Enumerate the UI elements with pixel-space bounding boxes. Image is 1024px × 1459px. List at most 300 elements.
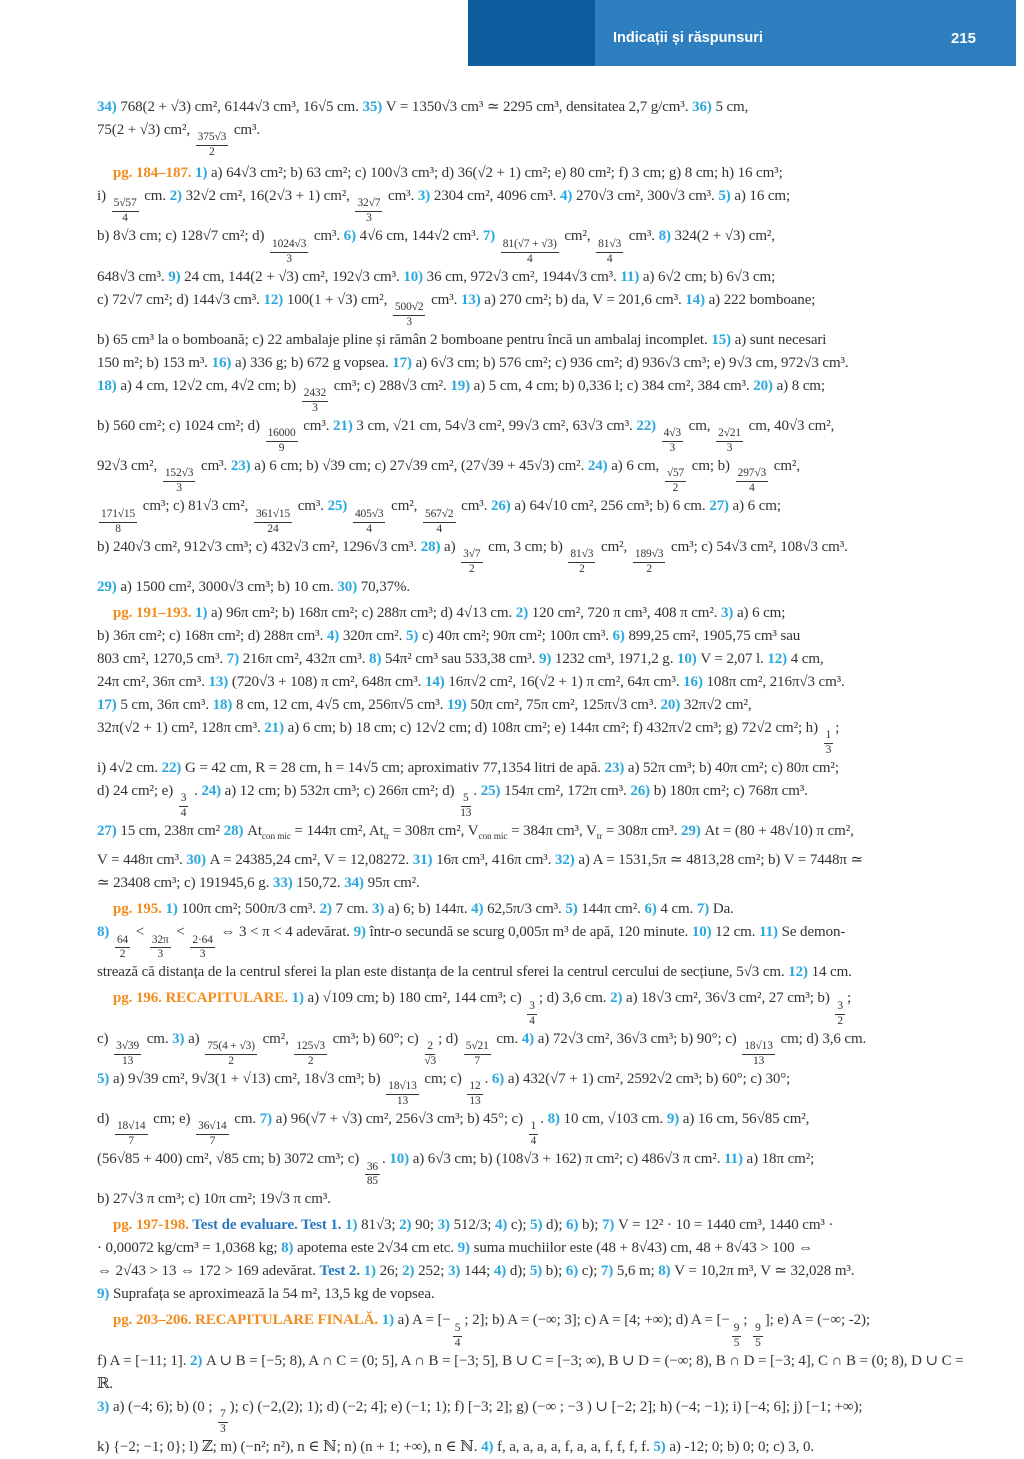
problem-number: 23) [230, 458, 255, 475]
answer-text: 81√3; [361, 1217, 400, 1234]
answer-text: cm. [140, 188, 170, 205]
answer-text: cm², [258, 1030, 293, 1047]
answer-text: V = 10,2π m³, V ≃ 32,028 m³. [674, 1263, 855, 1280]
answer-text: a) 18π cm²; [746, 1151, 815, 1168]
answer-text: a) 6 cm; b) 18 cm; c) 12√2 cm; d) 108π cm²; e) 144π cm²; f) 432π√2 cm³; g) 72√2 cm²; h) [287, 719, 822, 736]
problem-number: 24) [587, 458, 612, 475]
fraction: $\frac{5}{4}$ [454, 1321, 461, 1349]
problem-number: 6) [612, 627, 629, 644]
answer-text: Suprafața se aproximează la 54 m², 13,5 kg de vopsea. [112, 1286, 435, 1303]
answer-text: ); c) (−2,(2); 1); d) (−2; 4]; e) (−1; 1); f) [−3; 2]; g) (−∞ ; −3 ) ∪ [−2; 2]; h) (−4; −1); i) [−4; 6]; j) [−1; +∞); [229, 1398, 863, 1415]
answer-text: cm. [230, 1111, 260, 1128]
section-start-line [97, 987, 967, 1027]
answers-content [97, 96, 967, 1459]
fraction: $\frac{567√2}{4}$ [424, 507, 454, 535]
fraction: $\frac{32√7}{3}$ [357, 197, 381, 225]
answer-text: = 308π cm², V [389, 823, 479, 840]
problem-number: 34) [97, 99, 121, 115]
problem-number: 22) [161, 760, 185, 777]
problem-number: 5) [405, 627, 422, 644]
problem-number: 6) [566, 1217, 582, 1234]
answer-text: b) 180π cm²; c) 768π cm³. [653, 783, 808, 800]
fraction: $\frac{152√3}{3}$ [164, 467, 194, 495]
answer-text: a) 6 cm; [732, 498, 781, 515]
section-heading: Test de evaluare. Test 1. [192, 1217, 346, 1234]
problem-number: 5) [653, 1438, 670, 1455]
answer-text: 2304 cm², 4096 cm³. [433, 188, 560, 205]
fraction: $\frac{36}{85}$ [366, 1160, 379, 1188]
answer-text: a) 9√39 cm², 9√3(1 + √13) cm², 18√3 cm³; b) [112, 1070, 385, 1087]
problem-number: 13) [460, 291, 485, 308]
answer-text: 75(2 + √3) cm², [97, 122, 194, 138]
problem-number: 5) [718, 188, 735, 205]
problem-number: 30) [337, 578, 361, 595]
text-line [97, 820, 967, 849]
answer-text: G = 42 cm, R = 28 cm, h = 14√5 cm; aproximativ 77,1354 litri de apă. [184, 760, 605, 777]
problem-number: 9) [538, 650, 555, 667]
problem-number: 3) [372, 901, 388, 918]
fraction: $\frac{405√3}{4}$ [354, 507, 384, 535]
answer-text: 108π cm², 216π√3 cm³. [706, 673, 845, 690]
answer-text: (720√3 + 108) π cm², 648π cm³. [231, 673, 425, 690]
problem-number: 9) [168, 268, 185, 285]
text-line [97, 671, 967, 694]
text-line [97, 921, 967, 961]
answer-text: k) {−2; −1; 0}; l) ℤ; m) (−n²; n²), n ∈ ℕ; n) (n + 1; +∞), n ∈ ℕ. [97, 1438, 482, 1455]
problem-number: 10) [389, 1151, 413, 1168]
answer-text: a) 18√3 cm², 36√3 cm², 27 cm³; b) [626, 990, 834, 1007]
answer-text: 50π cm², 75π cm², 125π√3 cm³. [470, 696, 661, 713]
answer-text: cm; d) 3,6 cm. [776, 1030, 867, 1047]
text-line [97, 1108, 967, 1148]
fraction: $\frac{3√39}{13}$ [116, 1039, 140, 1067]
problem-number: 3) [721, 604, 737, 621]
answer-text: A ∪ B = [−5; 8), A ∩ C = (0; 5], A ∩ B = [−3; 5], B ∪ C = [−3; ∞), B ∪ D = (−∞; 8), B ∩ D = [−3; 4], C ∩ B = (0; 8), D ∪ C = ℝ. [97, 1352, 964, 1392]
answer-text: 16π√2 cm², 16(√2 + 1) π cm², 64π cm³. [448, 673, 684, 690]
text-line [97, 352, 967, 375]
problem-number: 12) [263, 291, 287, 308]
problem-number: 24) [201, 783, 225, 800]
fraction: $\frac{9}{5}$ [733, 1321, 740, 1349]
answer-text: c) 72√7 cm²; d) 144√3 cm³. [97, 291, 264, 308]
problem-number: 28) [223, 823, 248, 840]
answer-text: 12 cm. [715, 924, 760, 941]
problem-number: 4) [471, 901, 488, 918]
answer-text: cm; e) [149, 1111, 195, 1128]
answer-text: a) 64√3 cm²; b) 63 cm²; c) 100√3 cm³; d) 36(√2 + 1) cm²; e) 80 cm²; f) 3 cm; g) 8 cm; h) 16 cm³; [211, 165, 783, 182]
answer-text: A = 24385,24 cm², V = 12,08272. [209, 852, 413, 869]
answer-text: a) 6 cm; b) √39 cm; c) 27√39 cm², (27√39 + 45√3) cm². [254, 458, 588, 475]
fraction: $\frac{81√3}{2}$ [570, 547, 594, 575]
answer-text: 70,37%. [360, 578, 411, 595]
fraction: $\frac{81√3}{4}$ [598, 237, 622, 265]
answer-text: a) 1500 cm², 3000√3 cm³; b) 10 cm. [120, 578, 338, 595]
answer-text: . [190, 783, 202, 800]
answer-text: cm, 40√3 cm², [745, 418, 835, 435]
problem-number: 27) [709, 498, 733, 515]
problem-number: 17) [392, 354, 416, 371]
problem-number: 1) [291, 990, 308, 1007]
subscript: con mic [478, 832, 508, 843]
page-heading: pg. 184–187. [113, 165, 196, 182]
fraction: $\frac{3√7}{2}$ [463, 547, 481, 575]
answer-text: b); [582, 1217, 603, 1234]
problem-number: 16) [683, 673, 707, 690]
answer-text: suma muchiilor este (48 + 8√43) cm, 48 + 8√43 > 100 ⇔ [473, 1240, 814, 1257]
text-line [97, 1283, 967, 1306]
answer-text: V = 2,07 l. [700, 650, 768, 667]
answer-text: 144; [463, 1263, 494, 1280]
fraction: $\frac{12}{13}$ [469, 1080, 481, 1108]
problem-number: 5) [529, 1263, 546, 1280]
problem-number: 7) [602, 1217, 618, 1234]
text-line [97, 96, 967, 119]
answer-text: 100π cm²; 500π/3 cm³. [181, 901, 320, 918]
answer-text: a) 6; b) 144π. [387, 901, 472, 918]
answer-text: 8 cm, 12 cm, 4√5 cm, 256π√5 cm³. [235, 696, 447, 713]
answer-text: 15 cm, 238π cm² [120, 823, 224, 840]
problem-number: 5) [565, 901, 582, 918]
problem-number: 28) [420, 538, 445, 555]
answer-text: a) 6√3 cm; b) 576 cm²; c) 936 cm²; d) 936√3 cm³; e) 9√3 cm, 972√3 cm³. [415, 354, 849, 371]
problem-number: 29) [97, 578, 121, 595]
answer-text: d); [546, 1217, 567, 1234]
problem-number: 14) [424, 673, 449, 690]
problem-number: 18) [212, 696, 236, 713]
answer-text: 26; [379, 1263, 403, 1280]
answer-text: 252; [418, 1263, 448, 1280]
answer-text: cm³; c) 288√3 cm². [330, 377, 451, 394]
answer-text: (56√85 + 400) cm², √85 cm; b) 3072 cm³; c) [97, 1151, 363, 1168]
answer-text: cm³; c) 54√3 cm², 108√3 cm³. [667, 538, 848, 555]
problem-number: 1) [195, 165, 211, 182]
answer-text: 90; [415, 1217, 438, 1234]
problem-number: 1) [381, 1312, 398, 1329]
problem-number: 11) [620, 268, 643, 285]
problem-number: 7) [696, 901, 713, 918]
answer-text: cm, [685, 418, 715, 435]
answer-text: b) 27√3 π cm³; c) 10π cm²; 19√3 π cm³. [97, 1191, 331, 1208]
problem-number: 21) [333, 418, 357, 435]
problem-number: 1) [363, 1263, 380, 1280]
answer-text: cm², [387, 498, 421, 515]
answer-text: a) 96π cm²; b) 168π cm²; c) 288π cm³; d) 4√13 cm. [211, 604, 516, 621]
problem-number: 31) [412, 852, 437, 869]
answer-text: f) A = [−11; 1]. [97, 1352, 190, 1369]
fraction: $\frac{81(√7 + √3)}{4}$ [502, 237, 557, 265]
problem-number: 6) [565, 1263, 582, 1280]
fraction: $\frac{2\cdot 64}{3}$ [192, 933, 213, 961]
text-line [97, 576, 967, 599]
text-line [97, 849, 967, 872]
problem-number: 4) [326, 627, 343, 644]
section-start-line [97, 602, 967, 625]
page-heading: pg. 195. [113, 901, 166, 918]
fraction: $\frac{5√57}{4}$ [113, 197, 137, 225]
answer-text: a) 270 cm²; b) da, V = 201,6 cm³. [484, 291, 686, 308]
problem-number: 3) [172, 1030, 189, 1047]
fraction: $\frac{189√3}{2}$ [634, 547, 664, 575]
problem-number: 33) [272, 875, 297, 892]
answer-text: ; 2]; b) A = (−∞; 3]; c) A = [4; +∞); d) A = [− [464, 1312, 730, 1329]
answer-text: a) (−4; 6); b) (0 ; [112, 1398, 217, 1415]
problem-number: 9) [353, 924, 370, 941]
text-line [97, 536, 967, 576]
fraction: $\frac{2}{√3}$ [424, 1039, 437, 1067]
text-line [97, 1188, 967, 1211]
answer-text: Da. [712, 901, 734, 918]
problem-number: 19) [447, 696, 471, 713]
answer-text: ]; e) A = (−∞; -2); [764, 1312, 870, 1329]
answer-text: 899,25 cm², 1905,75 cm³ sau [628, 627, 801, 644]
problem-number: 1) [345, 1217, 362, 1234]
problem-number: 9) [97, 1286, 113, 1303]
problem-number: 8) [658, 228, 675, 245]
problem-number: 2) [610, 990, 627, 1007]
answer-text: = 144π cm², At [290, 823, 384, 840]
problem-number: 2) [190, 1352, 206, 1369]
problem-number: 8) [281, 1240, 298, 1257]
answer-text: b) 8√3 cm; c) 128√7 cm²; d) [97, 228, 269, 245]
problem-number: 25) [327, 498, 351, 515]
answer-text: b) 65 cm³ la o bomboană; c) 22 ambalaje pline și rămân 2 bomboane pentru încă un ambalaj incomplet. [97, 331, 712, 348]
problem-number: 8) [547, 1111, 564, 1128]
problem-number: 12) [788, 964, 812, 981]
answer-text: < [132, 924, 148, 941]
answer-text: 803 cm², 1270,5 cm³. [97, 650, 227, 667]
answer-text: c) [97, 1030, 113, 1047]
section-start-line [97, 898, 967, 921]
fraction: $\frac{2432}{3}$ [303, 387, 327, 415]
text-line [97, 872, 967, 895]
problem-number: 5) [530, 1217, 547, 1234]
problem-number: 15) [711, 331, 735, 348]
answer-text: 150 m²; b) 153 m³. [97, 354, 212, 371]
answer-text: c); [581, 1263, 601, 1280]
problem-number: 17) [97, 696, 121, 713]
problem-number: 8) [658, 1263, 675, 1280]
text-line [97, 1068, 967, 1108]
subscript: tr [596, 832, 603, 843]
answer-text: cm. [492, 1030, 522, 1047]
answer-text: = 384π cm³, V [507, 823, 597, 840]
answer-text: cm³. [197, 458, 231, 475]
text-line [97, 119, 967, 159]
fraction: $\frac{√57}{2}$ [666, 467, 685, 495]
text-line [97, 1436, 967, 1459]
text-line [97, 289, 967, 329]
fraction: $\frac{3}{4}$ [180, 792, 187, 820]
problem-number: 16) [211, 354, 235, 371]
answer-text: 16π cm³, 416π cm³. [436, 852, 555, 869]
text-line [97, 415, 967, 455]
answer-text: 648√3 cm³. [97, 268, 169, 285]
answer-text: 4 cm, [790, 650, 824, 667]
answer-text: 324(2 + √3) cm², [674, 228, 775, 245]
answer-text: 54π² cm³ sau 533,38 cm³. [385, 650, 539, 667]
text-line [97, 1028, 967, 1068]
answer-text: a) 52π cm³; b) 40π cm²; c) 80π cm²; [627, 760, 839, 777]
fraction: $\frac{18√14}{7}$ [116, 1120, 146, 1148]
fraction: $\frac{9}{5}$ [755, 1321, 761, 1349]
problem-number: 4) [559, 188, 576, 205]
text-line [97, 961, 967, 984]
problem-number: 1) [195, 604, 211, 621]
answer-text: cm³. [294, 498, 328, 515]
text-line [97, 1350, 967, 1396]
problem-number: 26) [491, 498, 515, 515]
answer-text: ≃ 23408 cm³; c) 191945,6 g. [97, 875, 273, 892]
answer-text: 154π cm², 172π cm³. [504, 783, 631, 800]
problem-number: 3) [417, 188, 434, 205]
text-line [97, 375, 967, 415]
text-line [97, 185, 967, 225]
answer-text: cm³; b) 60°; c) [328, 1030, 423, 1047]
problem-number: 8) [369, 650, 385, 667]
page-header [468, 0, 1016, 66]
problem-number: 2) [399, 1217, 416, 1234]
problem-number: 25) [480, 783, 505, 800]
fraction: $\frac{125√3}{2}$ [296, 1039, 325, 1067]
page-heading: pg. 197-198. [113, 1217, 193, 1234]
answer-text: cm. [143, 1030, 173, 1047]
problem-number: 7) [600, 1263, 617, 1280]
answer-text: 24π cm², 36π cm³. [97, 673, 209, 690]
section-start-line [97, 1214, 967, 1237]
answer-text: . [484, 1070, 492, 1087]
problem-number: 6) [491, 1070, 508, 1087]
text-line [97, 625, 967, 648]
problem-number: 30) [186, 852, 210, 869]
answer-text: a) sunt necesari [734, 331, 827, 348]
answer-text: ; [835, 719, 840, 736]
fraction: $\frac{375√3}{2}$ [197, 131, 227, 159]
answer-text: a) 96(√7 + √3) cm², 256√3 cm³; b) 45°; c) [275, 1111, 527, 1128]
page-heading: pg. 203–206. RECAPITULARE FINALĂ. [113, 1312, 382, 1329]
subscript: tr [383, 832, 390, 843]
problem-number: 18) [97, 377, 121, 394]
problem-number: 4) [481, 1438, 498, 1455]
fraction: $\frac{64}{2}$ [116, 933, 129, 961]
problem-number: 19) [450, 377, 474, 394]
answer-text: c) 40π cm²; 90π cm²; 100π cm³. [421, 627, 613, 644]
answer-text: 4 cm. [660, 901, 697, 918]
text-line [97, 757, 967, 780]
answer-text: 3 cm, √21 cm, 54√3 cm², 99√3 cm², 63√3 cm³. [356, 418, 637, 435]
answer-text: 32π√2 cm², [683, 696, 752, 713]
answer-text: cm; c) [420, 1070, 466, 1087]
text-line [97, 225, 967, 265]
text-line [97, 266, 967, 289]
answer-text: cm³. [384, 188, 418, 205]
answer-text: d); [509, 1263, 530, 1280]
problem-number: 8) [97, 924, 113, 941]
answer-text: într-o secundă se scurg 0,005π m³ de apă, 120 minute. [369, 924, 692, 941]
answer-text: cm², [560, 228, 595, 245]
answer-text: b) 240√3 cm², 912√3 cm³; c) 432√3 cm², 1296√3 cm³. [97, 538, 421, 555]
answer-text: f, a, a, a, a, f, a, a, f, f, f, f. [497, 1438, 654, 1455]
page-heading: pg. 191–193. [113, 604, 196, 621]
fraction: $\frac{32\pi}{3}$ [151, 933, 169, 961]
answer-text: a) √109 cm; b) 180 cm², 144 cm³; c) [307, 990, 526, 1007]
answer-text: cm³. [299, 418, 334, 435]
answer-text: cm², [597, 538, 631, 555]
answer-text: 100(1 + √3) cm², [286, 291, 391, 308]
answer-text: b); [545, 1263, 566, 1280]
problem-number: 32) [555, 852, 579, 869]
text-line [97, 1260, 967, 1283]
answer-text: strează că distanța de la centrul sferei la plan este distanța de la centrul sferei la centrul cercului de secțiune, 5√3 cm. [97, 964, 789, 981]
answer-text: 7 cm. [335, 901, 373, 918]
answer-text: cm³. [457, 498, 491, 515]
answer-text: cm; b) [688, 458, 734, 475]
answer-text: ⇔ 3 < π < 4 adevărat. [216, 924, 354, 941]
answer-text: Se demon- [781, 924, 846, 941]
problem-number: 27) [97, 823, 121, 840]
problem-number: 10) [691, 924, 716, 941]
section-start-line [97, 1309, 967, 1349]
fraction: $\frac{1}{4}$ [530, 1120, 537, 1148]
fraction: $\frac{2√21}{3}$ [718, 427, 742, 455]
answer-text: cm³. [310, 228, 344, 245]
text-line [97, 1148, 967, 1188]
answer-text: a) [188, 1030, 204, 1047]
problem-number: 11) [759, 924, 782, 941]
problem-number: 7) [482, 228, 499, 245]
problem-number: 6) [343, 228, 360, 245]
answer-text: cm³. [427, 291, 461, 308]
fraction: $\frac{75(4 + √3)}{2}$ [207, 1039, 255, 1067]
text-line [97, 694, 967, 717]
problem-number: 10) [677, 650, 701, 667]
answer-text: cm², [770, 458, 800, 475]
answer-text: 10 cm, √103 cm. [563, 1111, 667, 1128]
answer-text: ; [847, 990, 852, 1007]
answer-text: 62,5π/3 cm³. [487, 901, 566, 918]
answer-text: b) 36π cm²; c) 168π cm²; d) 288π cm³. [97, 627, 327, 644]
answer-text: 144π cm². [581, 901, 645, 918]
problem-number: 26) [630, 783, 654, 800]
fraction: $\frac{171√15}{8}$ [101, 507, 136, 535]
answer-text: a) 72√3 cm², 36√3 cm³; b) 90°; c) [537, 1030, 741, 1047]
answer-text: a) 6 cm, [611, 458, 663, 475]
answer-text: 95π cm². [367, 875, 420, 892]
fraction: $\frac{3}{2}$ [837, 999, 843, 1027]
answer-text: 768(2 + √3) cm², 6144√3 cm³, 16√5 cm. [120, 99, 363, 115]
fraction: $\frac{7}{3}$ [220, 1407, 226, 1435]
text-line [97, 717, 967, 757]
problem-number: 36) [692, 99, 716, 115]
text-line [97, 1396, 967, 1436]
fraction: $\frac{1}{3}$ [825, 729, 832, 757]
answer-text: 216π cm², 432π cm³. [242, 650, 370, 667]
problem-number: 21) [264, 719, 288, 736]
answer-text: 5 cm, 36π cm³. [120, 696, 213, 713]
problem-number: 23) [604, 760, 628, 777]
answer-text: a) 16 cm, 56√85 cm², [682, 1111, 810, 1128]
problem-number: 22) [636, 418, 660, 435]
problem-number: 13) [208, 673, 232, 690]
answer-text: . [473, 783, 481, 800]
answer-text: a) [444, 538, 460, 555]
fraction: $\frac{297√3}{4}$ [737, 467, 767, 495]
problem-number: 3) [447, 1263, 464, 1280]
answer-text: apotema este 2√34 cm etc. [297, 1240, 458, 1257]
problem-number: 2) [515, 604, 532, 621]
answer-text: 150,72. [296, 875, 345, 892]
fraction: $\frac{16000}{9}$ [267, 427, 296, 455]
problem-number: 34) [344, 875, 368, 892]
